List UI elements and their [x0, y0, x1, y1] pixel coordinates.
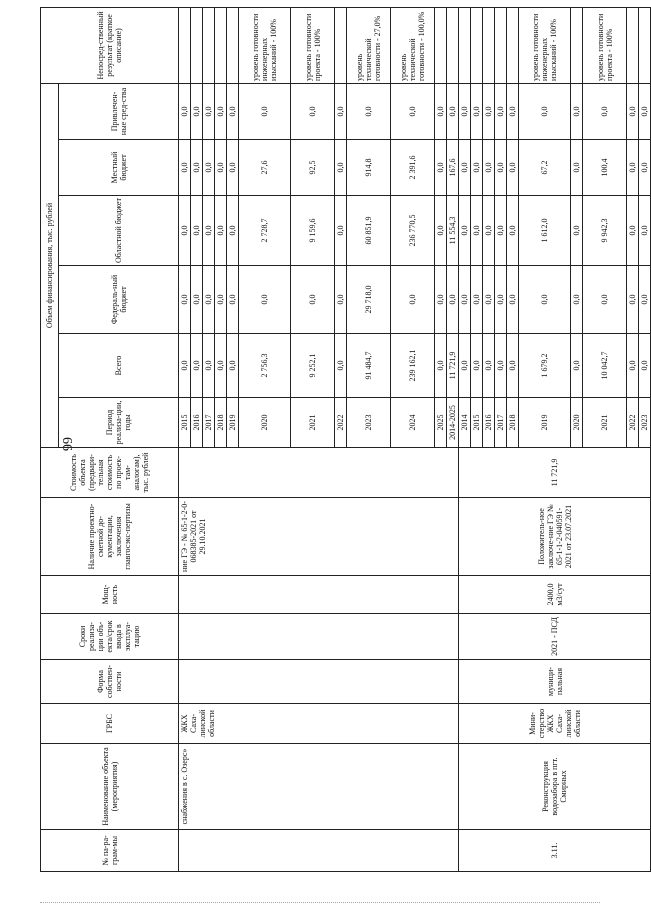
ownership-cell	[179, 660, 459, 704]
header-grbs: ГРБС	[41, 704, 179, 744]
result-cell	[227, 7, 239, 83]
result-cell: уровень технической готовности - 100,0%	[391, 7, 435, 83]
result-cell	[627, 7, 639, 83]
result-cell	[495, 7, 507, 83]
local-cell: 0,0	[571, 140, 583, 196]
scan-edge	[40, 902, 600, 904]
regional-cell: 0,0	[471, 196, 483, 266]
federal-cell: 0,0	[203, 266, 215, 334]
row-num-cell	[179, 830, 459, 872]
period-cell: 2018	[507, 398, 519, 448]
federal-cell: 0,0	[495, 266, 507, 334]
period-cell: 2015	[471, 398, 483, 448]
object-name-cell: снабжения в с. Озерс»	[179, 744, 459, 830]
local-cell: 92,5	[291, 140, 335, 196]
local-cell: 27,6	[239, 140, 291, 196]
regional-cell: 1 612,0	[519, 196, 571, 266]
total-cell: 0,0	[495, 334, 507, 398]
result-cell	[639, 7, 651, 83]
header-num: № па-ра-грам-мы	[41, 830, 179, 872]
result-cell	[203, 7, 215, 83]
federal-cell: 29 718,0	[347, 266, 391, 334]
local-cell: 0,0	[227, 140, 239, 196]
period-cell: 2021	[291, 398, 335, 448]
regional-cell: 0,0	[435, 196, 447, 266]
period-cell: 2023	[639, 398, 651, 448]
total-cell: 2 756,3	[239, 334, 291, 398]
local-cell: 167,6	[447, 140, 459, 196]
regional-cell: 236 770,5	[391, 196, 435, 266]
federal-cell: 0,0	[215, 266, 227, 334]
header-federal: Федераль-ный бюджет	[59, 266, 179, 334]
header-funding-group: Объем финансирования, тыс. рублей	[41, 83, 59, 447]
attracted-cell: 0,0	[215, 83, 227, 139]
attracted-cell: 0,0	[179, 83, 191, 139]
total-cell: 10 042,7	[583, 334, 627, 398]
object-name-cell: Реконструкция водозабора в пгт. Смирных	[459, 744, 651, 830]
total-cell: 0,0	[191, 334, 203, 398]
local-cell: 0,0	[471, 140, 483, 196]
regional-cell: 0,0	[191, 196, 203, 266]
result-cell: уровень технической готовности - 27,0%	[347, 7, 391, 83]
header-result: Непосред-ственный результат (краткое описание)	[41, 7, 179, 83]
period-cell: 2020	[571, 398, 583, 448]
docs-cell: Положитель-ное заключе-ние ГЭ № 65-1-1-2-040591-2021 от 23.07.2021	[459, 498, 651, 576]
period-cell: 2014-2025	[447, 398, 459, 448]
federal-cell: 0,0	[391, 266, 435, 334]
docs-cell: ние ГЭ - № 65-1-2-0-068385-2021 от 29.10.2021	[179, 498, 459, 576]
local-cell: 0,0	[203, 140, 215, 196]
result-cell	[335, 7, 347, 83]
attracted-cell: 0,0	[239, 83, 291, 139]
local-cell: 0,0	[191, 140, 203, 196]
total-cell: 91 484,7	[347, 334, 391, 398]
total-cell: 9 252,1	[291, 334, 335, 398]
attracted-cell: 0,0	[507, 83, 519, 139]
header-attracted: Привлечен-ные сред-ства	[59, 83, 179, 139]
header-capacity: Мощ-ность	[41, 576, 179, 614]
federal-cell: 0,0	[447, 266, 459, 334]
period-cell: 2014	[459, 398, 471, 448]
attracted-cell: 0,0	[519, 83, 571, 139]
attracted-cell: 0,0	[639, 83, 651, 139]
result-cell	[447, 7, 459, 83]
attracted-cell: 0,0	[291, 83, 335, 139]
federal-cell: 0,0	[191, 266, 203, 334]
capacity-cell: 2400,0 м3/сут	[459, 576, 651, 614]
local-cell: 0,0	[459, 140, 471, 196]
cost-cell	[179, 448, 459, 498]
total-cell: 0,0	[507, 334, 519, 398]
regional-cell: 0,0	[507, 196, 519, 266]
header-ownership: Форма собствен-ности	[41, 660, 179, 704]
total-cell: 0,0	[203, 334, 215, 398]
local-cell: 0,0	[435, 140, 447, 196]
local-cell: 0,0	[639, 140, 651, 196]
result-cell	[471, 7, 483, 83]
header-regional: Областной бюджет	[59, 196, 179, 266]
page-number: 66	[59, 437, 74, 451]
period-cell: 2022	[335, 398, 347, 448]
period-cell: 2025	[435, 398, 447, 448]
row-num-cell: 3.11.	[459, 830, 651, 872]
federal-cell: 0,0	[291, 266, 335, 334]
federal-cell: 0,0	[483, 266, 495, 334]
period-cell: 2023	[347, 398, 391, 448]
grbs-cell: Мини-стерство ЖКХ Саха-линской области	[459, 704, 651, 744]
regional-cell: 0,0	[639, 196, 651, 266]
attracted-cell: 0,0	[391, 83, 435, 139]
attracted-cell: 0,0	[483, 83, 495, 139]
period-cell: 2016	[483, 398, 495, 448]
total-cell: 0,0	[627, 334, 639, 398]
header-local: Местный бюджет	[59, 140, 179, 196]
total-cell: 0,0	[459, 334, 471, 398]
period-cell: 2019	[519, 398, 571, 448]
attracted-cell: 0,0	[227, 83, 239, 139]
total-cell: 0,0	[639, 334, 651, 398]
attracted-cell: 0,0	[571, 83, 583, 139]
federal-cell: 0,0	[583, 266, 627, 334]
regional-cell: 2 728,7	[239, 196, 291, 266]
period-cell: 2019	[227, 398, 239, 448]
terms-cell	[179, 614, 459, 660]
regional-cell: 9 159,6	[291, 196, 335, 266]
total-cell: 0,0	[227, 334, 239, 398]
federal-cell: 0,0	[507, 266, 519, 334]
attracted-cell: 0,0	[459, 83, 471, 139]
period-cell: 2016	[191, 398, 203, 448]
attracted-cell: 0,0	[347, 83, 391, 139]
federal-cell: 0,0	[179, 266, 191, 334]
table-row	[459, 7, 471, 871]
total-cell: 0,0	[483, 334, 495, 398]
result-cell	[215, 7, 227, 83]
regional-cell: 11 554,3	[447, 196, 459, 266]
header-total: Всего	[59, 334, 179, 398]
cost-cell: 11 721,9	[459, 448, 651, 498]
federal-cell: 0,0	[471, 266, 483, 334]
regional-cell: 9 942,3	[583, 196, 627, 266]
federal-cell: 0,0	[335, 266, 347, 334]
attracted-cell: 0,0	[435, 83, 447, 139]
total-cell: 11 721,9	[447, 334, 459, 398]
local-cell: 0,0	[495, 140, 507, 196]
federal-cell: 0,0	[435, 266, 447, 334]
attracted-cell: 0,0	[447, 83, 459, 139]
regional-cell: 0,0	[495, 196, 507, 266]
federal-cell: 0,0	[627, 266, 639, 334]
total-cell: 0,0	[179, 334, 191, 398]
result-cell	[483, 7, 495, 83]
header-terms: Сроки реализа-ции объ-екта/срок ввода в эксплуа-тацию	[41, 614, 179, 660]
attracted-cell: 0,0	[627, 83, 639, 139]
capacity-cell	[179, 576, 459, 614]
local-cell: 100,4	[583, 140, 627, 196]
total-cell: 239 162,1	[391, 334, 435, 398]
result-cell: уровень готовности проекта - 100%	[291, 7, 335, 83]
total-cell: 0,0	[215, 334, 227, 398]
local-cell: 0,0	[335, 140, 347, 196]
regional-cell: 0,0	[459, 196, 471, 266]
rotated-page	[40, 8, 649, 872]
result-cell	[435, 7, 447, 83]
regional-cell: 0,0	[571, 196, 583, 266]
header-docs: Наличие проектно-сметной до-кументации, заключения главгосэкс-пертизы	[41, 498, 179, 576]
result-cell: уровень готовности инженерных изысканий - 100%	[519, 7, 571, 83]
grbs-cell: ЖКХ Саха-линской области	[179, 704, 459, 744]
result-cell: уровень готовности проекта - 100%	[583, 7, 627, 83]
local-cell: 0,0	[483, 140, 495, 196]
table-row	[179, 7, 191, 871]
attracted-cell: 0,0	[471, 83, 483, 139]
federal-cell: 0,0	[227, 266, 239, 334]
ownership-cell: муници-пальная	[459, 660, 651, 704]
total-cell: 0,0	[335, 334, 347, 398]
regional-cell: 0,0	[215, 196, 227, 266]
regional-cell: 0,0	[335, 196, 347, 266]
period-cell: 2022	[627, 398, 639, 448]
regional-cell: 60 851,9	[347, 196, 391, 266]
regional-cell: 0,0	[227, 196, 239, 266]
regional-cell: 0,0	[179, 196, 191, 266]
result-cell	[459, 7, 471, 83]
local-cell: 2 391,6	[391, 140, 435, 196]
local-cell: 0,0	[507, 140, 519, 196]
regional-cell: 0,0	[203, 196, 215, 266]
period-cell: 2017	[203, 398, 215, 448]
result-cell: уровень готовности инженерных изысканий - 100%	[239, 7, 291, 83]
period-cell: 2024	[391, 398, 435, 448]
federal-cell: 0,0	[639, 266, 651, 334]
period-cell: 2021	[583, 398, 627, 448]
terms-cell: 2021 - ПСД	[459, 614, 651, 660]
local-cell: 0,0	[627, 140, 639, 196]
period-cell: 2017	[495, 398, 507, 448]
local-cell: 67,2	[519, 140, 571, 196]
local-cell: 914,8	[347, 140, 391, 196]
result-cell	[179, 7, 191, 83]
period-cell: 2015	[179, 398, 191, 448]
federal-cell: 0,0	[239, 266, 291, 334]
federal-cell: 0,0	[571, 266, 583, 334]
period-cell: 2020	[239, 398, 291, 448]
result-cell	[191, 7, 203, 83]
total-cell: 0,0	[471, 334, 483, 398]
regional-cell: 0,0	[483, 196, 495, 266]
federal-cell: 0,0	[459, 266, 471, 334]
header-cost: Стоимость объекта (предвари-тельная стоимость по проек-там-аналогам), тыс. рублей	[41, 448, 179, 498]
financing-table	[40, 7, 651, 872]
total-cell: 0,0	[571, 334, 583, 398]
header-name: Наименование объекта (мероприятия)	[41, 744, 179, 830]
local-cell: 0,0	[179, 140, 191, 196]
total-cell: 1 679,2	[519, 334, 571, 398]
attracted-cell: 0,0	[335, 83, 347, 139]
result-cell	[571, 7, 583, 83]
federal-cell: 0,0	[519, 266, 571, 334]
total-cell: 0,0	[435, 334, 447, 398]
attracted-cell: 0,0	[191, 83, 203, 139]
regional-cell: 0,0	[627, 196, 639, 266]
result-cell	[507, 7, 519, 83]
attracted-cell: 0,0	[583, 83, 627, 139]
attracted-cell: 0,0	[203, 83, 215, 139]
header-period: Период реализа-ции, годы	[59, 398, 179, 448]
period-cell: 2018	[215, 398, 227, 448]
local-cell: 0,0	[215, 140, 227, 196]
attracted-cell: 0,0	[495, 83, 507, 139]
